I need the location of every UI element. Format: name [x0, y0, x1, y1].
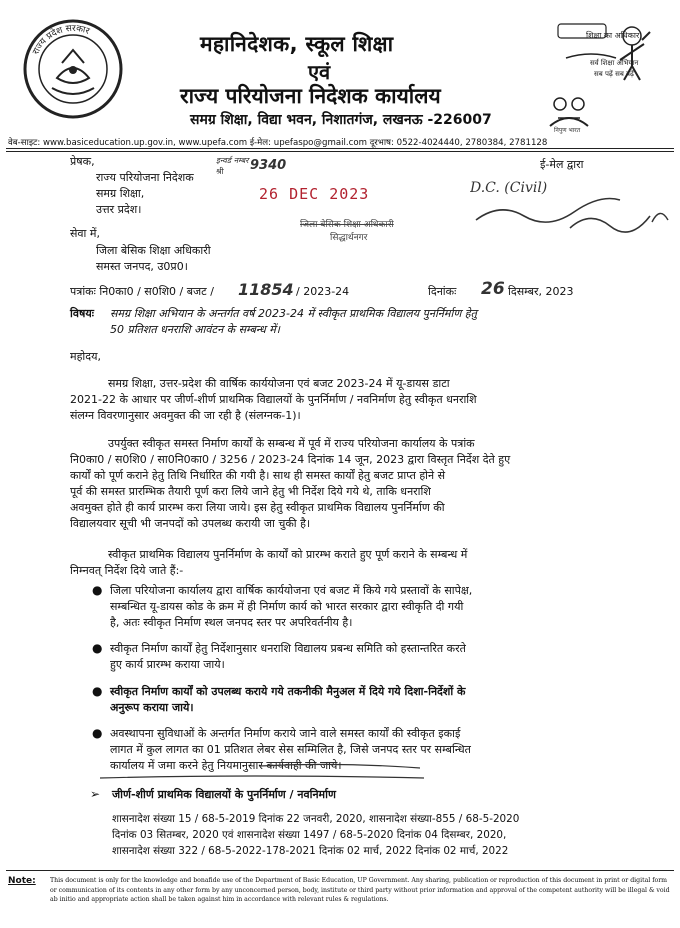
handwritten-note-text: D.C. (Civil) [470, 180, 548, 196]
slogan-rte: शिक्षा का अधिकार [586, 31, 640, 40]
bullet-marker: ● [92, 726, 103, 740]
reference-prefix: पत्रांकः नि0का0 / स0शि0 / बजट / [70, 285, 214, 298]
para-2-line-3: कार्यों को पूर्ण कराने हेतु तिथि निर्धारित की गयी है। साथ ही समस्त कार्यों हेतु बजट प्राप्त होने से [70, 469, 446, 482]
bullet-1-line-1: जिला परियोजना कार्यालय द्वारा वार्षिक कार्ययोजना एवं बजट में किये गये प्रस्तावों के सापेक्ष, [110, 584, 473, 597]
para-2-line-6: विद्यालयवार सूची भी जनपदों को उपलब्ध करायी जा चुकी है। [70, 517, 311, 530]
up-government-emblem [22, 18, 124, 120]
para-3-line-1: स्वीकृत प्राथमिक विद्यालय पुनर्निर्माण के कार्यों को प्रारम्भ कराते हुए पूर्ण कराने के सम्बन्ध में [108, 548, 468, 561]
footer-rule [6, 870, 674, 871]
subject-line-1: समग्र शिक्षा अभियान के अन्तर्गत वर्ष 2023-24 में स्वीकृत प्राथमिक विद्यालय पुनर्निर्माण हेतु [110, 307, 477, 320]
inward-stamp-sub: श्री [216, 167, 224, 176]
para-2-line-2: नि0का0 / स0शि0 / सा0नि0का0 / 3256 / 2023-24 दिनांक 14 जून, 2023 द्वारा विस्तृत निर्देश देते हुए [70, 453, 511, 466]
office-stamp-line-1: जिला बेसिक शिक्षा अधिकारी [300, 220, 394, 230]
inward-number: 9340 [250, 158, 287, 173]
subject-label: विषयः [70, 307, 94, 320]
recipient-line-2: समस्त जनपद, उ0प्र0। [96, 260, 188, 273]
letterhead-address: समग्र शिक्षा, विद्या भवन, निशातगंज, लखनऊ -226007 [190, 112, 492, 128]
email-mode-label: ई-मेल द्वारा [540, 158, 584, 171]
sender-line-1: राज्य परियोजना निदेशक [96, 171, 194, 184]
bullet-1-line-2: सम्बन्धित यू-डायस कोड के क्रम में ही निर्माण कार्य को भारत सरकार द्वारा स्वीकृति दी गयी [110, 600, 464, 613]
reference-date-label: दिनांकः [428, 285, 457, 298]
rte-mascot-logo [546, 14, 656, 94]
para-2-line-1: उपर्युक्त स्वीकृत समस्त निर्माण कार्यों के सम्बन्ध में पूर्व में राज्य परियोजना कार्यालय के पत्रांक [108, 437, 475, 450]
para-3-line-2: निम्नवत् निर्देश दिये जाते हैं:- [70, 564, 184, 577]
office-stamp-line-2: सिद्धार्थनगर [330, 233, 368, 243]
bullet-4-line-2: लागत में कुल लागत का 01 प्रतिशत लेबर सेस सम्मिलित है, जिसे जनपद स्तर पर सम्बन्धित [110, 743, 471, 756]
note-label: Note: [8, 876, 36, 886]
handwritten-annotation [470, 176, 670, 236]
header-rule-thin [6, 151, 674, 152]
para-1-line-3: संलग्न विवरणानुसार अवमुक्त की जा रही है (संलग्नक-1)। [70, 409, 301, 422]
slogan-sab-padhen: सब पढ़ें सब बढ़ें [594, 70, 634, 78]
reference-date-rest: दिसम्बर, 2023 [508, 285, 574, 298]
emblem-text: राज्य प्रदेश सरकार [31, 23, 91, 57]
section-line-3: शासनादेश संख्या 322 / 68-5-2022-178-2021 दिनांक 02 मार्च, 2022 दिनांक 02 मार्च, 2022 [112, 845, 509, 857]
reference-suffix: / 2023-24 [296, 285, 350, 298]
bullet-marker: ● [92, 684, 103, 698]
sender-label: प्रेषक, [70, 155, 95, 168]
bullet-marker: ● [92, 583, 103, 597]
section-line-1: शासनादेश संख्या 15 / 68-5-2019 दिनांक 22 जनवरी, 2020, शासनादेश संख्या-855 / 68-5-2020 [112, 813, 520, 825]
svg-text:राज्य प्रदेश सरकार [31, 24, 91, 56]
bullet-2-line-2: हुए कार्य प्रारम्भ कराया जाये। [110, 658, 225, 671]
letterhead-line-2: एवं [308, 60, 331, 84]
sender-line-2: समग्र शिक्षा, [96, 187, 145, 200]
reference-number: 11854 [238, 280, 294, 299]
bullet-1-line-3: है, अतः स्वीकृत निर्माण स्थल जनपद स्तर पर अपरिवर्तनीय है। [110, 616, 353, 629]
received-date-stamp: 26 DEC 2023 [259, 185, 370, 203]
section-heading: जीर्ण-शीर्ण प्राथमिक विद्यालयों के पुनर्निर्माण / नवनिर्माण [112, 788, 336, 801]
bullet-2-line-1: स्वीकृत निर्माण कार्यों हेतु निर्देशानुसार धनराशि विद्यालय प्रबन्ध समिति को हस्तान्तरित करते [110, 642, 466, 655]
bullet-4-line-3: कार्यालय में जमा करने हेतु नियमानुसार कार्यवाही की जाये। [110, 759, 342, 772]
para-2-line-5: अवमुक्त होते ही कार्य प्रारम्भ करा लिया जाये। इस हेतु स्वीकृत प्राथमिक विद्यालय पुनर्निर्माण की [70, 501, 445, 514]
recipient-line-1: जिला बेसिक शिक्षा अधिकारी [96, 244, 211, 257]
bullet-4-line-1: अवस्थापना सुविधाओं के अन्तर्गत निर्माण कराये जाने वाले समस्त कार्यों की स्वीकृत इकाई [110, 727, 461, 740]
note-text: This document is only for the knowledge and bonafide use of the Department of Basic Education, UP Government. Any sharing, publication or reproduction of this document in print or digital form or communication of its contents in any other form by any unconcerned person, body, institute or third party without prior information and approval of the competent authority will be illegal & void ab initio and appropriate action shall be taken against him in accordance with relevant rules & regulations. [50, 877, 670, 903]
section-line-2: दिनांक 03 सितम्बर, 2020 एवं शासनादेश संख्या 1497 / 68-5-2020 दिनांक 04 दिसम्बर, 2020, [112, 829, 507, 841]
inward-stamp-label: इन्वर्ड नम्बर [216, 156, 249, 165]
letterhead-line-1: महानिदेशक, स्कूल शिक्षा [200, 32, 394, 56]
reference-date-day: 26 [481, 279, 505, 299]
bullet-3-line-1: स्वीकृत निर्माण कार्यों को उपलब्ध कराये गये तकनीकी मैनुअल में दिये गये दिशा-निर्देशों के [110, 685, 466, 698]
header-rule [6, 148, 674, 149]
para-2-line-4: पूर्व की समस्त प्रारम्भिक तैयारी पूर्ण करा लिये जाने हेतु भी निर्देश दिये गये थे, ताकि धनराशि [70, 485, 431, 498]
para-1-line-2: 2021-22 के आधार पर जीर्ण-शीर्ण प्राथमिक विद्यालयों के पुनर्निर्माण / नवनिर्माण हेतु स्वीकृत धनराशि [70, 393, 477, 406]
recipient-label: सेवा में, [70, 227, 100, 240]
bullet-3-line-2: अनुरूप कराया जाये। [110, 701, 194, 714]
bullet-marker: ● [92, 641, 103, 655]
slogan-ssa: सर्व शिक्षा अभियान [590, 59, 639, 67]
subject-line-2: 50 प्रतिशत धनराशि आवंटन के सम्बन्ध में। [110, 323, 280, 336]
handwritten-underline [100, 762, 424, 780]
para-1-line-1: समग्र शिक्षा, उत्तर-प्रदेश की वार्षिक कार्ययोजना एवं बजट 2023-24 में यू-डायस डाटा [108, 377, 450, 390]
letterhead-line-3: राज्य परियोजना निदेशक कार्यालय [180, 84, 441, 108]
nipun-bharat-caption: निपुण भारत [554, 127, 581, 134]
contact-line: वेब-साइट: www.basiceducation.up.gov.in, www.upefa.com ई-मेल: upefaspo@gmail.com दूरभाष: 0522-4024440, 2780384, 2781128 [8, 138, 548, 148]
salutation: महोदय, [70, 350, 101, 363]
sender-line-3: उत्तर प्रदेश। [96, 203, 142, 216]
arrow-bullet-icon: ➢ [90, 787, 101, 801]
